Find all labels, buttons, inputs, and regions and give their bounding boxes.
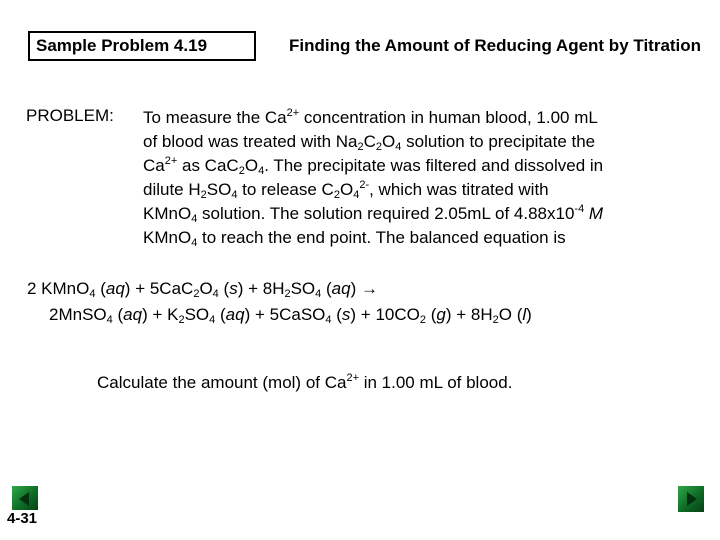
sample-problem-text: Sample Problem 4.19	[36, 36, 208, 55]
sample-problem-label	[28, 31, 256, 61]
question-text: Calculate the amount (mol) of $Ca^{2+}$ in 1.00 mL of blood.	[97, 372, 513, 392]
reaction-arrow: →	[360, 279, 378, 298]
previous-slide-button[interactable]	[12, 486, 38, 512]
problem-line-1: To measure the $Ca^{2+}$ concentration in human blood, 1.00 mL	[143, 107, 598, 127]
problem-line-4: dilute $H_2SO_4$ to release $C_2O_4^{2-}$, which was titrated with	[143, 179, 549, 201]
problem-text	[143, 106, 703, 250]
page-number: 4-31	[7, 510, 38, 527]
triangle-right-icon	[678, 486, 704, 512]
problem-line-3: $Ca^{2+}$ as $CaC_2O_4$. The precipitate was filtered and dissolved in	[143, 155, 604, 177]
next-slide-button[interactable]	[678, 486, 704, 512]
problem-label: PROBLEM:	[26, 106, 114, 125]
problem-line-5: KMnO$_4$ solution. The solution required 2.05mL of $4.88x10^{-4}$ M	[143, 203, 604, 225]
equation-products: 2MnSO$_4$ $(aq) + K_2SO_4$ (aq) + 5CaSO$_4$ $(s) + 10CO_2$ $(g) + 8H_2O$ (l)	[49, 305, 532, 326]
problem-line-6: KMnO$_4$ to reach the end point. The balanced equation is	[143, 228, 566, 249]
triangle-left-icon	[12, 486, 38, 512]
problem-line-2: of blood was treated with $Na_2C_2O_4$ solution to precipitate the	[143, 132, 596, 153]
equation-reactants: 2 KMnO$_4$ $(aq) + 5CaC_2O_4$ $(s) + 8H_2SO_4$ (aq) →	[27, 279, 378, 300]
slide-title: Finding the Amount of Reducing Agent by Titration	[289, 36, 702, 55]
